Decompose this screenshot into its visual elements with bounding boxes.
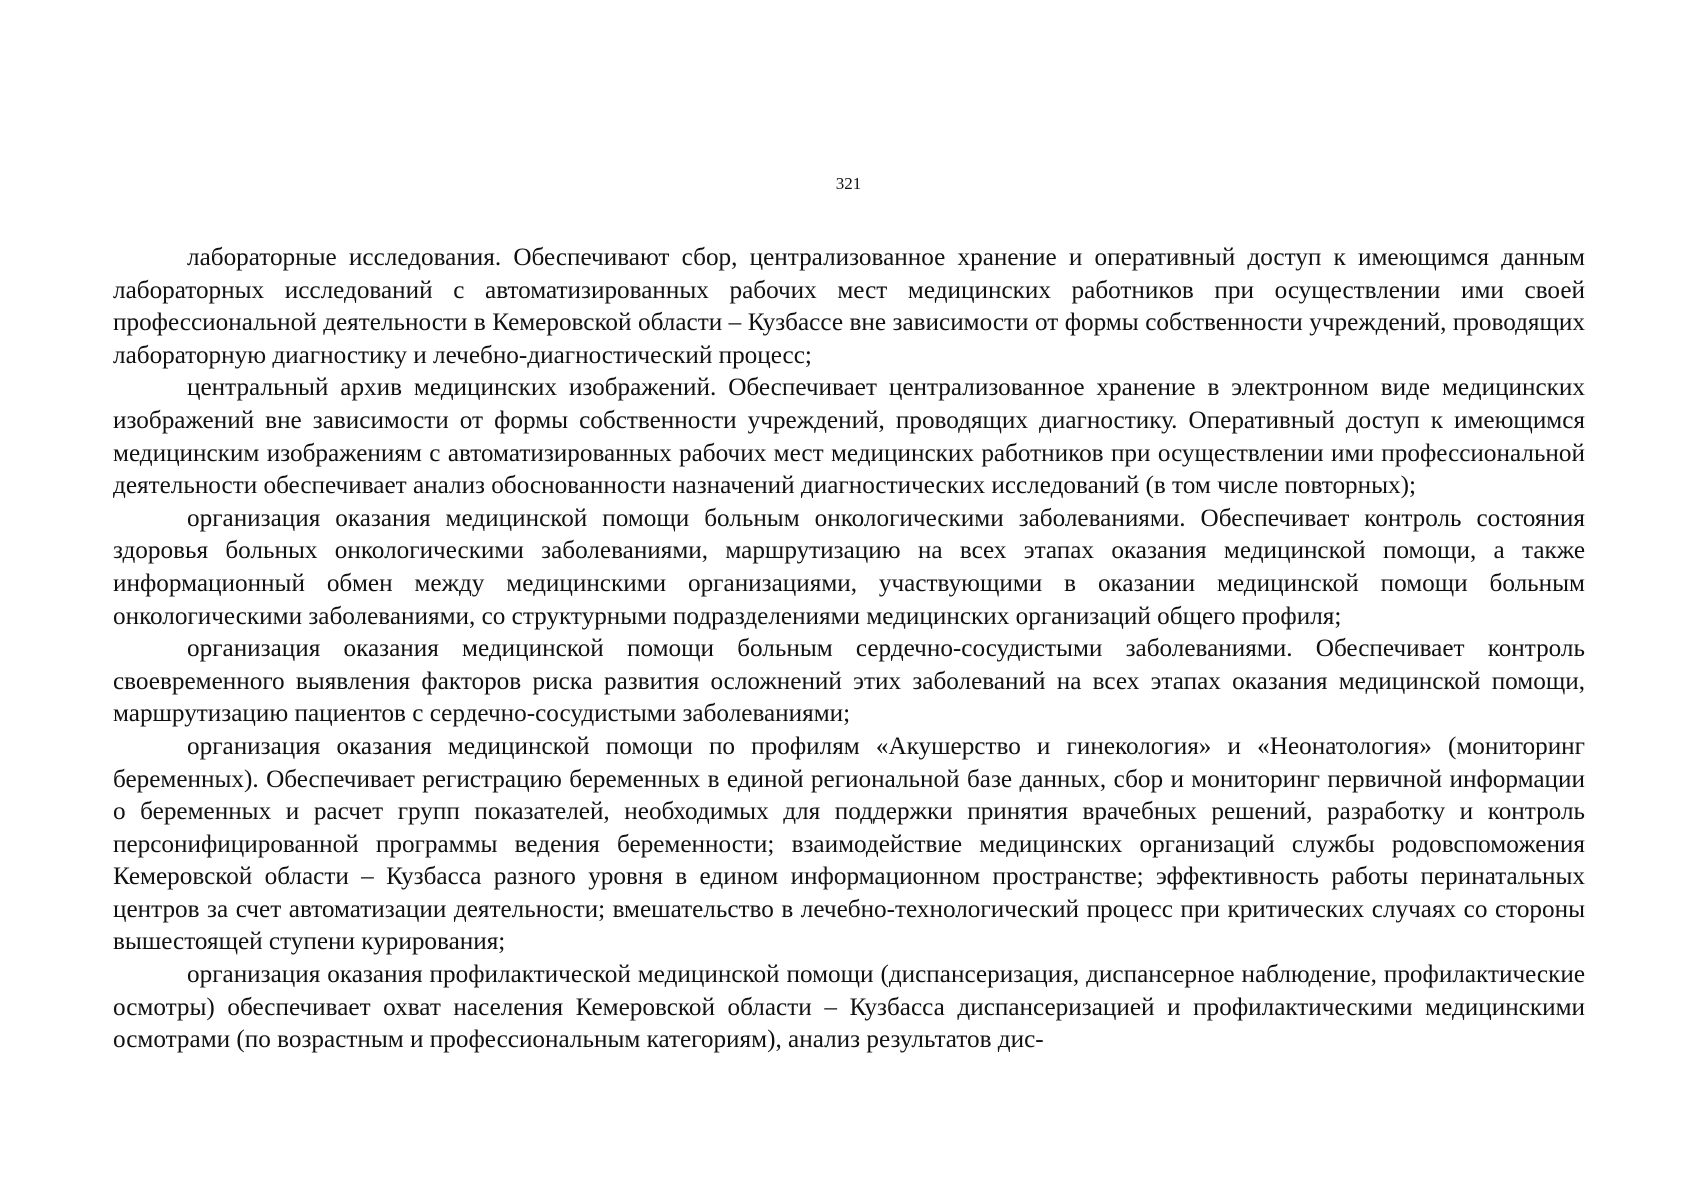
paragraph-oncology: организация оказания медицинской помощи больным онкологическими заболеваниями. Обеспечивает контроль состояния здоровья больных онкологическими заболеваниями, маршрутизацию на всех этапах оказания медицинской помощи, а также информационный обмен между медицинскими организациями, участвующими в оказании медицинской помощи больным онкологическими заболеваниями, со структурными подразделениями медицинских организаций общего профиля;: [113, 504, 1585, 630]
paragraph-laboratory: лабораторные исследования. Обеспечивают сбор, централизованное хранение и оперативный доступ к имеющимся данным лабораторных исследований с автоматизированных рабочих мест медицинских работников при осуществлении ими своей профессиональной деятельности в Кемеровской области – Кузбассе вне зависимости от формы собственности учреждений, проводящих лабораторную диагностику и лечебно-диагностический процесс;: [113, 244, 1585, 369]
paragraph-cardiovascular: организация оказания медицинской помощи больным сердечно-сосудистыми заболеваниями. Обеспечивает контроль своевременного выявления факторов риска развития осложнений этих заболеваний на всех этапах оказания медицинской помощи, маршрутизацию пациентов с сердечно-сосудистыми заболеваниями;: [113, 635, 1585, 728]
paragraph-obstetrics: организация оказания медицинской помощи по профилям «Акушерство и гинекология» и «Неонатология» (мониторинг беременных). Обеспечивает регистрацию беременных в единой региональной базе данных, сбор и мониторинг первичной информации о беременных и расчет групп показателей, необходимых для поддержки принятия врачебных решений, разработку и контроль персонифицированной программы ведения беременности; взаимодействие медицинских организаций службы родовспоможения Кемеровской области – Кузбасса разного уровня в едином информационном пространстве; эффективность работы перинатальных центров за счет автоматизации деятельности; вмешательство в лечебно-технологический процесс при критических случаях со стороны вышестоящей ступени курирования;: [113, 732, 1585, 956]
page-number: 321: [835, 174, 862, 193]
paragraph-prevention: организация оказания профилактической медицинской помощи (диспансеризация, диспансерное наблюдение, профилактические осмотры) обеспечивает охват населения Кемеровской области – Кузбасса диспансеризацией и профилактическими медицинскими осмотрами (по возрастным и профессиональным категориям), анализ результатов дис-: [113, 961, 1585, 1054]
page-body: [113, 242, 1585, 1057]
paragraph-image-archive: центральный архив медицинских изображений. Обеспечивает централизованное хранение в электронном виде медицинских изображений вне зависимости от формы собственности учреждений, проводящих диагностику. Оперативный доступ к имеющимся медицинским изображениям с автоматизированных рабочих мест медицинских работников при осуществлении ими профессиональной деятельности обеспечивает анализ обоснованности назначений диагностических исследований (в том числе повторных);: [113, 374, 1585, 500]
